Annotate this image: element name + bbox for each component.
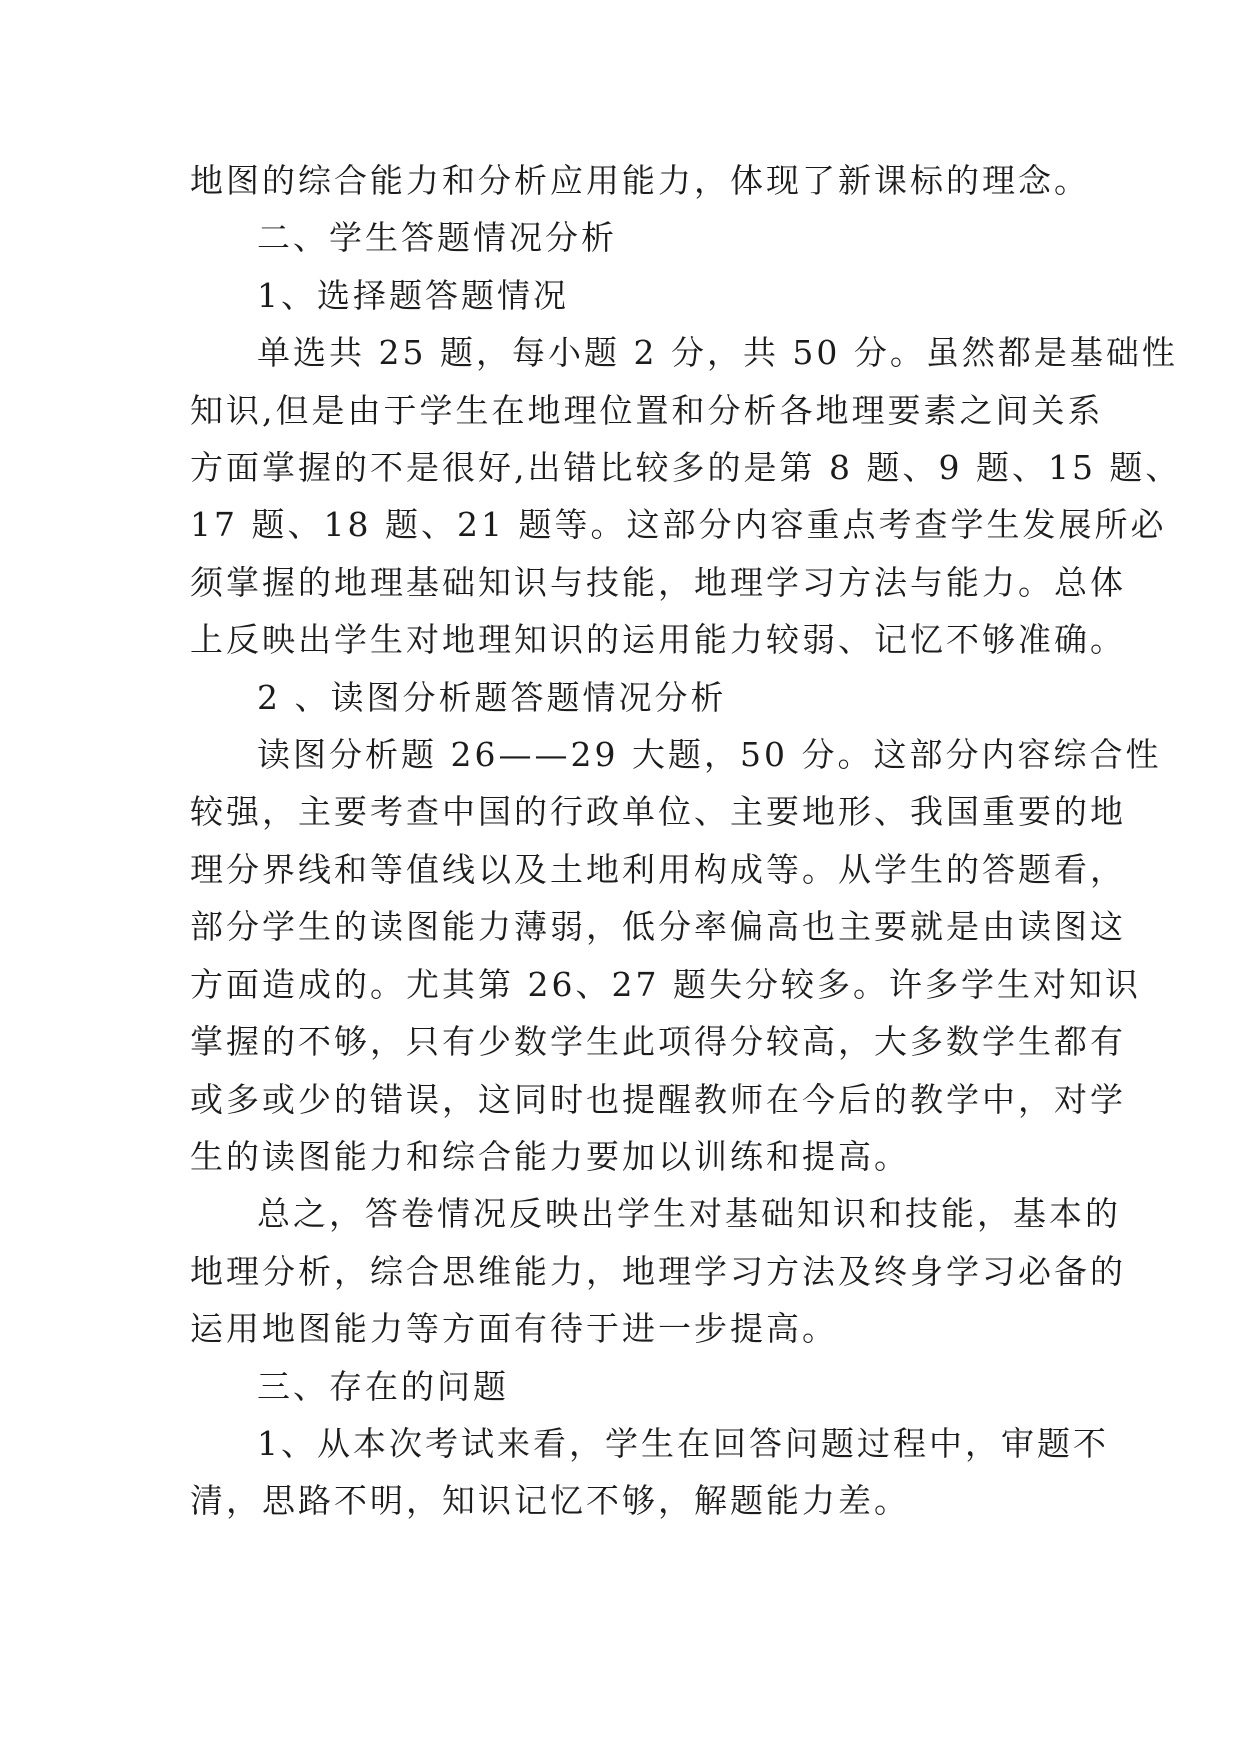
text-line: 总之，答卷情况反映出学生对基础知识和技能，基本的 [257,1194,1121,1234]
text-line: 理分界线和等值线以及土地利用构成等。从学生的答题看， [190,849,1126,889]
text-line: 方面掌握的不是很好,出错比较多的是第 8 题、9 题、15 题、 [190,448,1182,488]
text-line: 或多或少的错误，这同时也提醒教师在今后的教学中，对学 [190,1079,1126,1119]
text-line: 1、从本次考试来看，学生在回答问题过程中，审题不 [257,1423,1109,1463]
subsection-heading: 2 、读图分析题答题情况分析 [257,677,727,717]
text-line: 地理分析，综合思维能力，地理学习方法及终身学习必备的 [190,1251,1126,1291]
text-line: 生的读图能力和综合能力要加以训练和提高。 [190,1136,910,1176]
text-line: 运用地图能力等方面有待于进一步提高。 [190,1309,838,1349]
document-body [190,152,1182,1530]
text-line: 17 题、18 题、21 题等。这部分内容重点考查学生发展所必 [190,505,1167,545]
text-line: 较强，主要考查中国的行政单位、主要地形、我国重要的地 [190,792,1126,832]
text-line: 掌握的不够，只有少数学生此项得分较高，大多数学生都有 [190,1022,1126,1062]
section-heading: 三、存在的问题 [257,1366,509,1406]
text-line: 须掌握的地理基础知识与技能，地理学习方法与能力。总体 [190,562,1126,602]
text-line: 读图分析题 26——29 大题，50 分。这部分内容综合性 [257,735,1162,775]
text-line: 上反映出学生对地理知识的运用能力较弱、记忆不够准确。 [190,620,1126,660]
text-line: 知识,但是由于学生在地理位置和分析各地理要素之间关系 [190,390,1104,430]
subsection-heading: 1、选择题答题情况 [257,275,569,315]
text-line: 地图的综合能力和分析应用能力，体现了新课标的理念。 [190,161,1090,200]
text-line: 单选共 25 题，每小题 2 分，共 50 分。虽然都是基础性 [257,333,1178,373]
section-heading: 二、学生答题情况分析 [257,218,617,258]
text-line: 清，思路不明，知识记忆不够，解题能力差。 [190,1481,910,1521]
text-line: 部分学生的读图能力薄弱，低分率偏高也主要就是由读图这 [190,907,1126,947]
text-line: 方面造成的。尤其第 26、27 题失分较多。许多学生对知识 [190,964,1141,1004]
